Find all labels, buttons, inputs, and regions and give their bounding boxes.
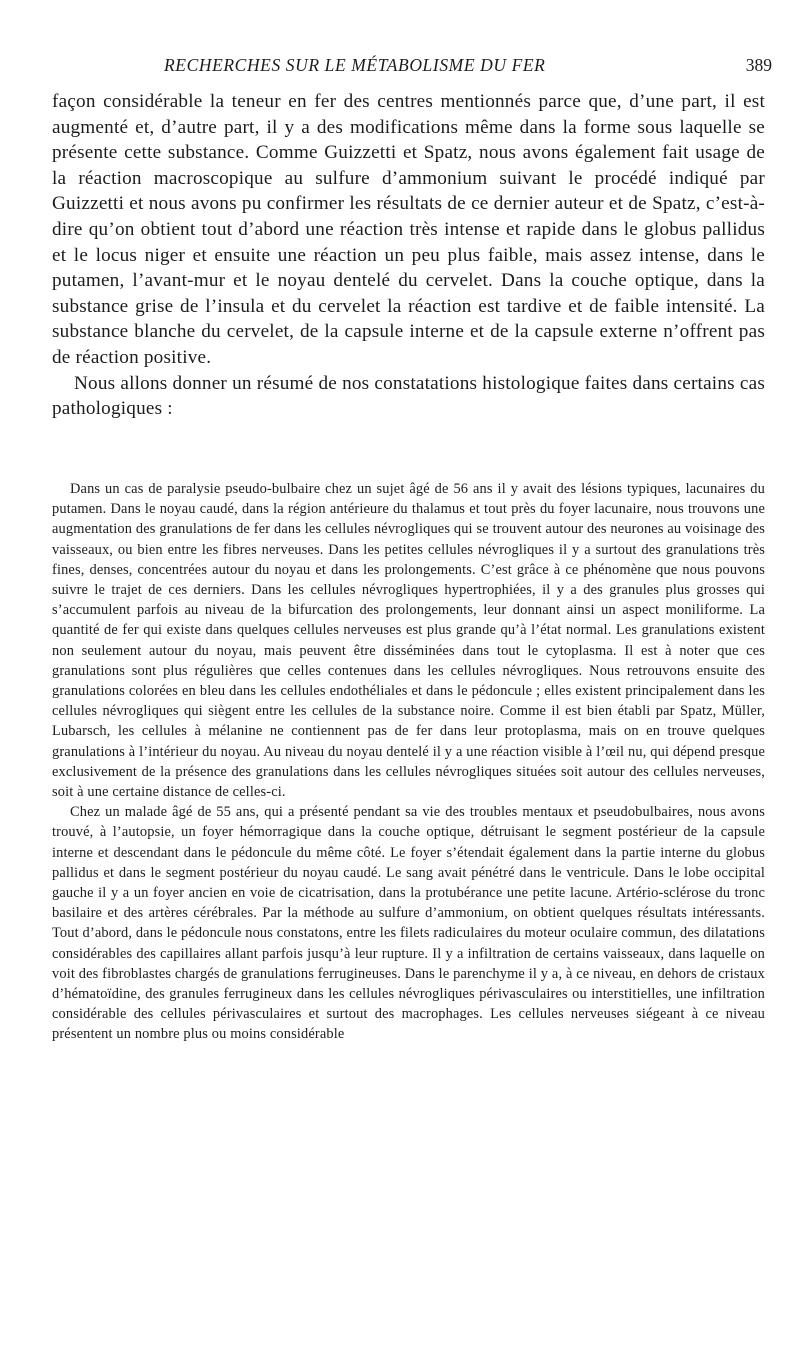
- case-report-paragraph: Chez un malade âgé de 55 ans, qui a présenté pendant sa vie des troubles mentaux et pseudobulbaires, nous avons trouvé, à l’autopsie, un foyer hémorragique dans la couche optique, détruisant le segment postérieur de la capsule interne et descendant dans le pédoncule du même côté. Le foyer s’étendait également dans la partie interne du globus pallidus et dans le segment postérieur du noyau caudé. Le sang avait pénétré dans le ventricule. Dans le lobe occipital gauche il y a un foyer ancien en voie de cicatrisation, dans la protubérance une petite lacune. Artério-sclérose du tronc basilaire et des artères cérébrales. Par la méthode au sulfure d’ammonium, on obtient quelques résultats intéressants. Tout d’abord, dans le pédoncule nous constatons, entre les filets radiculaires du moteur oculaire commun, des dilatations considérables des capillaires allant parfois jusqu’à leur rupture. Il y a infiltration de certains vaisseaux, dans laquelle on voit des fibroblastes chargés de granulations ferrugineuses. Dans le parenchyme il y a, à ce niveau, en dehors de cristaux d’hématoïdine, des granules ferrugineux dans les cellules névrogliques périvasculaires ou interstitielles, une infiltration considérable des cellules périvasculaires et surtout des macrophages. Les cellules nerveuses siégeant à ce niveau présentent un nombre plus ou moins considérable: [52, 804, 765, 1043]
- running-header: [52, 55, 772, 79]
- paragraph: façon considérable la teneur en fer des centres mentionnés parce que, d’une part, il est augmenté et, d’autre part, il y a des modifications même dans la forme sous laquelle se présente cette substance. Comme Guizzetti et Spatz, nous avons également fait usage de la réaction macroscopique au sulfure d’ammonium suivant le procédé indiqué par Guizzetti et nous avons pu confirmer les résultats de ce dernier auteur et de Spatz, c’est-à-dire qu’on obtient tout d’abord une réaction très intense et rapide dans le globus pallidus et le locus niger et ensuite une réaction un peu plus faible, mais assez intense, dans le putamen, l’avant-mur et le noyau dentelé du cervelet. Dans la couche optique, dans la substance grise de l’insula et du cervelet la réaction est tardive et de faible intensité. La substance blanche du cervelet, de la capsule interne et de la capsule externe n’offrent pas de réaction positive.: [52, 91, 765, 368]
- case-report-paragraph: Dans un cas de paralysie pseudo-bulbaire chez un sujet âgé de 56 ans il y avait des lésions typiques, lacunaires du putamen. Dans le noyau caudé, dans la région antérieure du thalamus et tout près du foyer lacunaire, nous trouvons une augmentation des granulations de fer dans les cellules névrogliques qui se trouvent autour des neurones au voisinage des vaisseaux, ou bien entre les fibres nerveuses. Dans les petites cellules névrogliques il y a surtout des granulations très fines, denses, concentrées autour du noyau et dans les prolongements. C’est grâce à ce phénomène que nous pouvons suivre le trajet de ces derniers. Dans les cellules névrogliques hypertrophiées, il y a des granules plus grosses qui s’accumulent parfois au niveau de la bifurcation des prolongements, leur donnant ainsi un aspect moniliforme. La quantité de fer qui existe dans quelques cellules nerveuses est plus grande qu’à l’état normal. Les granulations existent non seulement autour du noyau, mais peuvent être disséminées dans tout le cytoplasma. Il est à noter que ces granulations sont plus régulières que celles contenues dans les cellules névrogliques. Nous retrouvons ensuite des granulations colorées en bleu dans les cellules endothéliales et dans le pédoncule ; elles existent principalement dans les cellules névrogliques qui siègent entre les cellules de la substance noire. Comme il est bien établi par Spatz, Müller, Lubarsch, les cellules à mélanine ne contiennent pas de fer dans leur protoplasma, mais on en trouve quelques granulations à l’intérieur du noyau. Au niveau du noyau dentelé il y a une réaction visible à l’œil nu, qui dépend presque exclusivement de la présence des granulations dans les cellules névrogliques situées soit autour des cellules nerveuses, soit à une certaine distance de celles-ci.: [52, 481, 765, 801]
- paragraph: Nous allons donner un résumé de nos constatations histologique faites dans certains cas pathologiques :: [52, 372, 765, 420]
- case-reports: [52, 479, 765, 1045]
- page-number: 389: [745, 55, 772, 75]
- running-title: RECHERCHES SUR LE MÉTABOLISME DU FER: [164, 55, 546, 75]
- main-text: [52, 89, 765, 422]
